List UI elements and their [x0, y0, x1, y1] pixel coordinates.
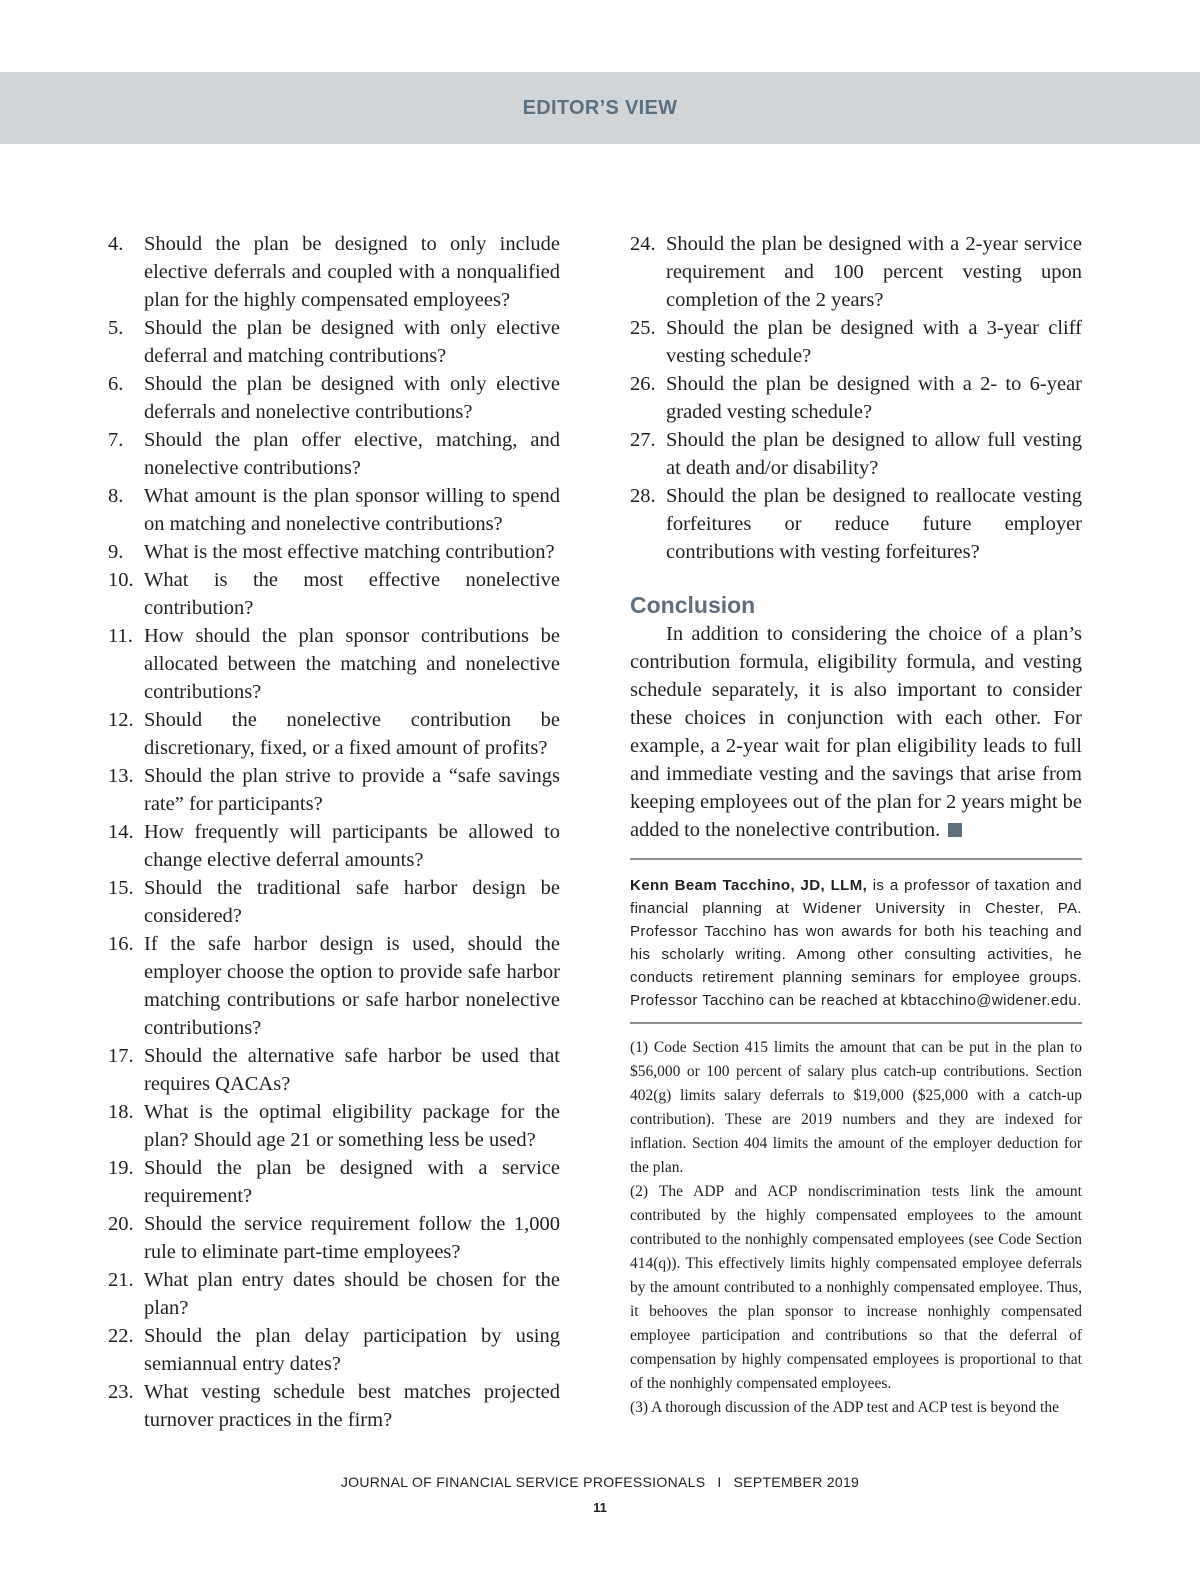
section-label: EDITOR’S VIEW	[522, 96, 678, 119]
author-bio-text: is a professor of taxation and financial planning at Widener University in Chester, PA. Professor Tacchino has won awards for both his teaching and his scholarly writing. Among other consulting activities, he conducts retirement planning seminars for employee groups. Professor Tacchino can be reached at kbtacchino@widener.edu.	[630, 877, 1082, 1009]
question-item	[108, 874, 560, 930]
question-list-right	[630, 230, 1082, 566]
question-text: Should the plan be designed with a 2-year service requirement and 100 percent vesting upon completion of the 2 years?	[666, 233, 1082, 311]
endnotes	[630, 1036, 1082, 1420]
question-text: Should the plan be designed with a service requirement?	[144, 1157, 560, 1207]
question-item	[630, 314, 1082, 370]
conclusion-text: In addition to considering the choice of a plan’s contribution formula, eligibility formula, and vesting schedule separately, it is also important to consider these choices in conjunction with each other. For example, a 2-year wait for plan eligibility leads to full and immediate vesting and the savings that arise from keeping employees out of the plan for 2 years might be added to the nonelective contribution.	[630, 623, 1083, 841]
question-number: 28.	[630, 485, 656, 507]
question-number: 27.	[630, 429, 656, 451]
endnote: (1) Code Section 415 limits the amount that can be put in the plan to $56,000 or 100 percent of salary plus catch-up contributions. Section 402(g) limits salary deferrals to $19,000 ($25,000 with a catch-up contribution). These are 2019 numbers and they are indexed for inflation. Section 404 limits the amount of the employer deduction for the plan.	[630, 1039, 1082, 1176]
section-banner	[0, 72, 1200, 144]
question-text: Should the plan be designed with only elective deferral and matching contributions?	[144, 317, 560, 367]
question-text: Should the traditional safe harbor design be considered?	[144, 877, 560, 927]
page-footer	[0, 1474, 1200, 1490]
question-number: 26.	[630, 373, 656, 395]
end-of-article-square-icon	[948, 823, 962, 837]
page-number: 11	[593, 1500, 607, 1515]
divider	[630, 858, 1082, 860]
question-number: 13.	[108, 765, 134, 787]
question-item	[108, 1210, 560, 1266]
question-number: 20.	[108, 1213, 134, 1235]
question-item	[108, 482, 560, 538]
question-number: 16.	[108, 933, 134, 955]
conclusion-heading: Conclusion	[630, 592, 756, 618]
question-text: What is the optimal eligibility package for the plan? Should age 21 or something less be used?	[144, 1101, 560, 1151]
question-text: If the safe harbor design is used, should the employer choose the option to provide safe harbor matching contributions or safe harbor nonelective contributions?	[144, 933, 560, 1039]
endnote: (3) A thorough discussion of the ADP test and ACP test is beyond the	[630, 1399, 1059, 1416]
question-text: Should the plan delay participation by using semiannual entry dates?	[144, 1325, 560, 1375]
question-text: What is the most effective nonelective contribution?	[144, 569, 560, 619]
author-bio	[630, 874, 1082, 1012]
question-text: What plan entry dates should be chosen for the plan?	[144, 1269, 560, 1319]
question-text: How frequently will participants be allowed to change elective deferral amounts?	[144, 821, 560, 871]
question-text: Should the plan be designed with a 3-year cliff vesting schedule?	[666, 317, 1082, 367]
question-number: 10.	[108, 569, 134, 591]
question-number: 19.	[108, 1157, 134, 1179]
question-number: 22.	[108, 1325, 134, 1347]
question-number: 4.	[108, 233, 124, 255]
question-number: 23.	[108, 1381, 134, 1403]
question-item	[630, 482, 1082, 566]
question-text: Should the nonelective contribution be discretionary, fixed, or a fixed amount of profits?	[144, 709, 560, 759]
question-number: 7.	[108, 429, 124, 451]
question-number: 24.	[630, 233, 656, 255]
question-text: Should the plan be designed to reallocate vesting forfeitures or reduce future employer contributions with vesting forfeitures?	[666, 485, 1082, 563]
question-text: Should the plan offer elective, matching, and nonelective contributions?	[144, 429, 560, 479]
question-item	[108, 314, 560, 370]
question-item	[108, 706, 560, 762]
question-text: Should the plan be designed to only include elective deferrals and coupled with a nonqualified plan for the highly compensated employees?	[144, 233, 560, 311]
right-column	[630, 230, 1082, 1420]
question-item	[108, 1154, 560, 1210]
question-text: Should the plan be designed to allow full vesting at death and/or disability?	[666, 429, 1082, 479]
question-number: 17.	[108, 1045, 134, 1067]
divider	[630, 1022, 1082, 1024]
question-item	[108, 1266, 560, 1322]
question-number: 5.	[108, 317, 124, 339]
journal-name: JOURNAL OF FINANCIAL SERVICE PROFESSIONALS	[340, 1474, 706, 1490]
question-text: What amount is the plan sponsor willing to spend on matching and nonelective contributions?	[144, 485, 560, 535]
question-number: 12.	[108, 709, 134, 731]
question-item	[108, 930, 560, 1042]
question-item	[108, 538, 560, 566]
question-text: What vesting schedule best matches projected turnover practices in the firm?	[144, 1381, 560, 1431]
author-name: Kenn Beam Tacchino, JD, LLM,	[630, 877, 868, 894]
conclusion-paragraph	[630, 620, 1082, 844]
question-number: 15.	[108, 877, 134, 899]
question-text: Should the plan be designed with a 2- to 6-year graded vesting schedule?	[666, 373, 1082, 423]
question-item	[108, 1378, 560, 1434]
question-number: 25.	[630, 317, 656, 339]
question-item	[108, 1098, 560, 1154]
question-item	[108, 762, 560, 818]
question-item	[630, 230, 1082, 314]
question-item	[108, 566, 560, 622]
question-item	[108, 1322, 560, 1378]
question-text: Should the plan be designed with only elective deferrals and nonelective contributions?	[144, 373, 560, 423]
question-number: 11.	[108, 625, 133, 647]
question-text: What is the most effective matching contribution?	[144, 541, 555, 563]
question-number: 21.	[108, 1269, 134, 1291]
question-text: Should the service requirement follow the 1,000 rule to eliminate part-time employees?	[144, 1213, 560, 1263]
question-number: 18.	[108, 1101, 134, 1123]
question-item	[108, 370, 560, 426]
left-column	[108, 230, 560, 1434]
question-text: How should the plan sponsor contributions be allocated between the matching and nonelective contributions?	[144, 625, 560, 703]
question-text: Should the plan strive to provide a “safe savings rate” for participants?	[144, 765, 560, 815]
question-number: 14.	[108, 821, 134, 843]
question-item	[630, 426, 1082, 482]
footer-separator: I	[717, 1474, 722, 1490]
question-item	[108, 622, 560, 706]
question-item	[108, 426, 560, 482]
question-item	[108, 818, 560, 874]
endnote: (2) The ADP and ACP nondiscrimination tests link the amount contributed by the highly compensated employees to the amount contributed to the nonhighly compensated employees (see Code Section 414(q)). This effectively limits highly compensated employee deferrals by the amount contributed to a nonhighly compensated employee. Thus, it behooves the plan sponsor to increase nonhighly compensated employee participation and contributions so that the deferral of compensation by highly compensated employees is proportional to that of the nonhighly compensated employees.	[630, 1183, 1082, 1392]
question-list-left	[108, 230, 560, 1434]
question-number: 6.	[108, 373, 124, 395]
question-number: 8.	[108, 485, 124, 507]
question-item	[108, 230, 560, 314]
question-item	[108, 1042, 560, 1098]
question-item	[630, 370, 1082, 426]
question-number: 9.	[108, 541, 124, 563]
issue-date: SEPTEMBER 2019	[733, 1474, 860, 1490]
question-text: Should the alternative safe harbor be used that requires QACAs?	[144, 1045, 560, 1095]
